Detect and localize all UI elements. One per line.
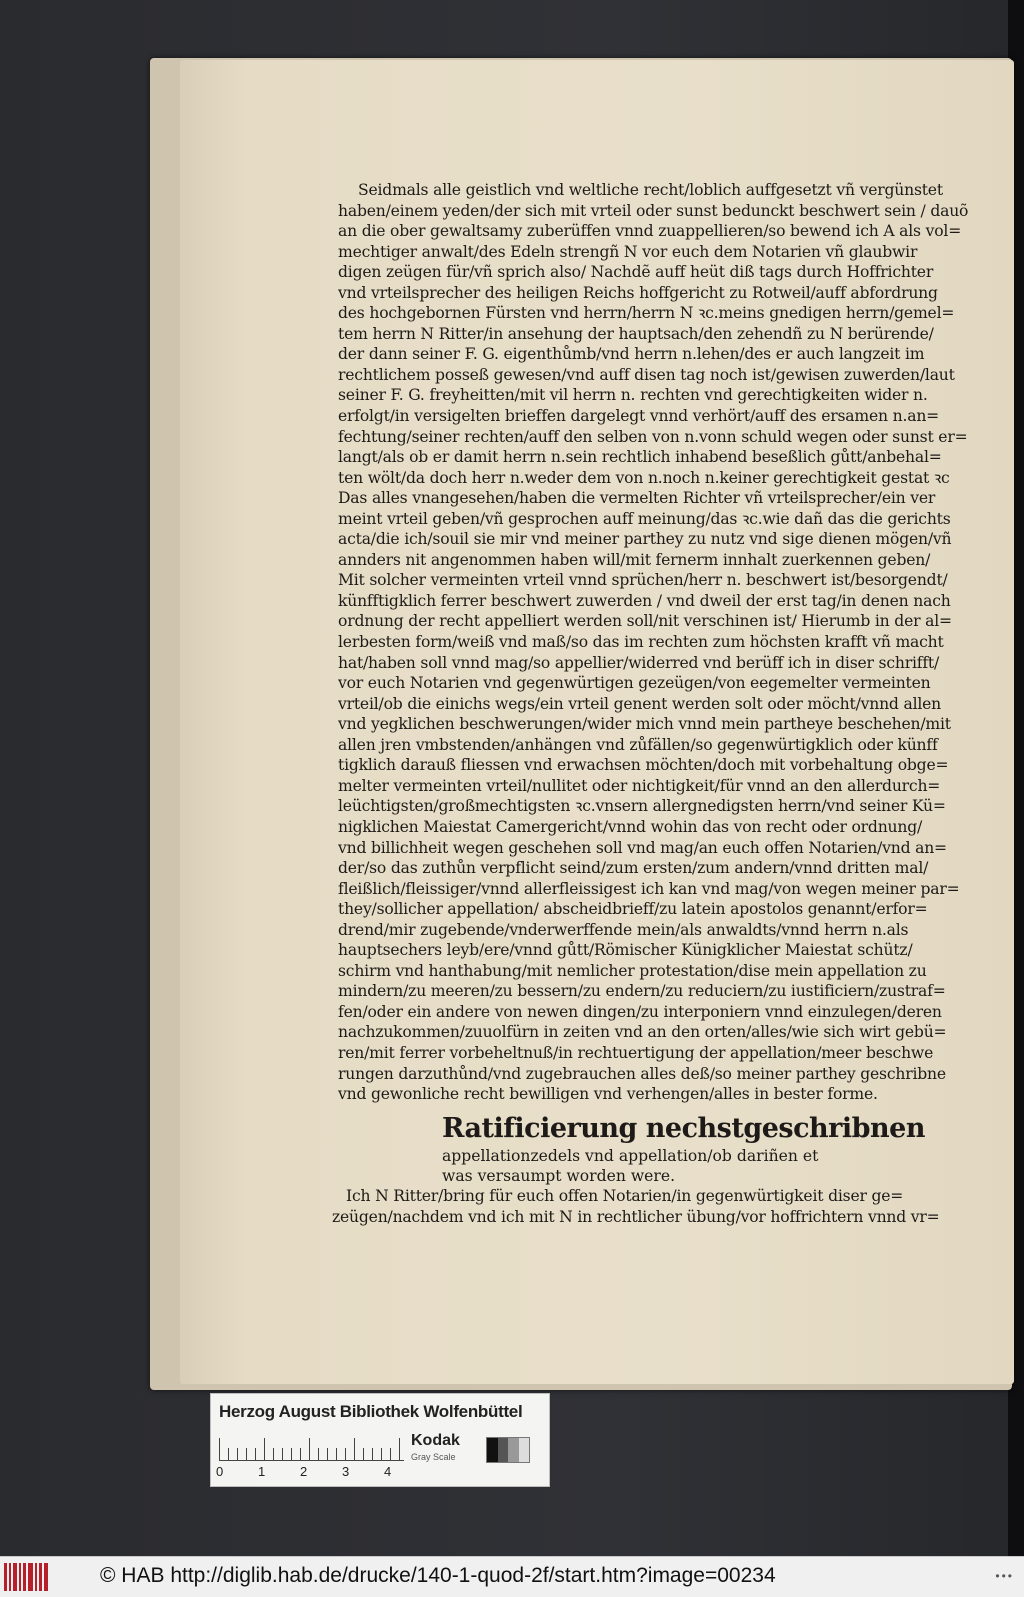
- text-line: ten wölt/da doch herr n.weder dem von n.noch n.keiner gerechtigkeit gestat ꝛc: [338, 468, 950, 487]
- heading-subline-1: appellationzedels vnd appellation/ob dariñen et: [442, 1147, 819, 1165]
- text-line: ren/mit ferrer vorbeheltnuß/in rechtuertigung der appellation/meer beschwe: [338, 1043, 934, 1062]
- ruler-tick: [264, 1438, 265, 1460]
- ruler-tick: [291, 1448, 292, 1460]
- scale-ruler: [219, 1434, 404, 1461]
- text-line: fechtung/seiner rechten/auff den selben von n.vonn schuld wegen oder sunst er=: [338, 427, 968, 446]
- section-heading-block: [442, 1112, 962, 1186]
- source-url-text[interactable]: © HAB http://diglib.hab.de/drucke/140-1-quod-2f/start.htm?image=00234: [100, 1564, 776, 1587]
- text-line: tigklich darauß fliessen vnd erwachsen möchten/doch mit vorbehaltung obge=: [338, 756, 949, 775]
- section-heading: Ratificierung nechstgeschribnen: [442, 1113, 925, 1144]
- ruler-tick: [381, 1448, 382, 1460]
- ruler-number: 0: [216, 1464, 224, 1479]
- text-line: an die ober gewaltsamy zuberüffen vnnd zuappellieren/so bewend ich A als vol=: [338, 222, 962, 241]
- text-line: langt/als ob er damit herrn n.sein rechtlich inhabend beseßlich gůtt/anbehal=: [338, 448, 942, 467]
- text-line: acta/die ich/souil sie mir vnd meiner parthey zu nutz vnd sige dienen mögen/vñ: [338, 530, 952, 549]
- ruler-tick: [219, 1438, 220, 1460]
- ruler-tick: [246, 1448, 247, 1460]
- text-line: Seidmals alle geistlich vnd weltliche recht/loblich auffgesetzt vñ vergünstet: [358, 181, 943, 199]
- text-line: leüchtigsten/großmechtigsten ꝛc.vnsern allergnedigsten herrn/vnd seiner Kü=: [338, 797, 946, 816]
- swatch-light: [519, 1438, 530, 1462]
- ruler-number: 2: [300, 1464, 308, 1479]
- text-line: mechtiger anwalt/des Edeln strengñ N vor euch dem Notarien vñ glaubwir: [338, 242, 918, 261]
- footer-bar: [0, 1556, 1024, 1597]
- ruler-tick: [372, 1448, 373, 1460]
- text-line: künfftigklich ferrer beschwert zuwerden / vnd dweil der erst tag/in denen nach: [338, 591, 951, 610]
- text-line: schirm vnd hanthabung/mit nemlicher protestation/dise mein appellation zu: [338, 961, 927, 980]
- text-line: melter vermeinten vrteil/nullitet oder nichtigkeit/für vnnd an den allerdurch=: [338, 776, 941, 795]
- ruler-tick: [237, 1448, 238, 1460]
- text-line: meint vrteil geben/vñ gesprochen auff meinung/das ꝛc.wie dañ das die gerichts: [338, 509, 951, 528]
- text-line: hat/haben soll vnnd mag/so appellier/widerred vnd berüff ich in diser schrifft/: [338, 653, 940, 672]
- ruler-tick: [255, 1448, 256, 1460]
- text-line: vnd vrteilsprecher des heiligen Reichs hoffgericht zu Rotweil/auff abfordrung: [338, 283, 938, 302]
- text-line: rechtlichem posseß gewesen/vnd auff disen tag noch ist/gewisen zuwerden/laut: [338, 365, 955, 384]
- text-line: they/sollicher appellation/ abscheidbrieff/zu latein apostolos genannt/erfor=: [338, 900, 928, 919]
- ruler-tick: [363, 1448, 364, 1460]
- text-line: vnd gewonliche recht bewilligen vnd verhengen/alles in bester forme.: [338, 1085, 878, 1104]
- ruler-tick: [345, 1448, 346, 1460]
- ruler-tick: [273, 1448, 274, 1460]
- text-line: digen zeügen für/vñ sprich also/ Nachdẽ auff heüt diß tags durch Hoffrichter: [338, 263, 934, 282]
- kodak-subtitle: Gray Scale: [411, 1452, 456, 1462]
- text-line: lerbesten form/weiß vnd maß/so das im rechten zum höchsten krafft vñ macht: [338, 633, 944, 652]
- text-line: allen jren vmbstenden/anhängen vnd zůfällen/so gegenwürtigklich oder künff: [338, 735, 938, 754]
- ruler-number: 3: [342, 1464, 350, 1479]
- ruler-tick: [318, 1448, 319, 1460]
- ruler-tick: [228, 1448, 229, 1460]
- text-line: haben/einem yeden/der sich mit vrteil oder sunst bedunckt beschwert sein / dauõ: [338, 201, 969, 220]
- hab-logo-icon[interactable]: [4, 1563, 48, 1591]
- text-line: vnd yegklichen beschwerungen/wider mich vnnd mein partheye beschehen/mit: [338, 715, 951, 734]
- text-line: der/so das zuthůn verpflicht seind/zum ersten/zum andern/vnnd dritten mal/: [338, 859, 929, 878]
- body-text: [338, 180, 986, 1105]
- ruler-tick: [327, 1448, 328, 1460]
- text-line: drend/mir zugebende/vnderwerffende mein/als anwaldts/vnnd herrn n.als: [338, 920, 909, 939]
- text-line: fleißlich/fleissiger/vnnd allerfleissigest ich kan vnd mag/von wegen meiner par=: [338, 879, 960, 898]
- kodak-logo-text: Kodak: [411, 1432, 460, 1449]
- text-line: des hochgebornen Fürsten vnd herrn/herrn N ꝛc.meins gnedigen herrn/gemel=: [338, 304, 955, 323]
- more-dots-icon[interactable]: •••: [995, 1569, 1014, 1583]
- text-line: hauptsechers leyb/ere/vnnd gůtt/Römischer Künigklicher Maiestat schütz/: [338, 941, 913, 960]
- swatch-mid: [508, 1438, 519, 1462]
- ruler-tick: [354, 1438, 355, 1460]
- tail-text: [332, 1186, 992, 1227]
- text-line: ordnung der recht appelliert werden soll/nit verschinen ist/ Hierumb in der al=: [338, 612, 952, 631]
- text-line: seiner F. G. freyheitten/mit vil herrn n. rechten vnd gerechtigkeiten wider n.: [338, 386, 928, 405]
- swatch-dark: [498, 1438, 509, 1462]
- text-line: vor euch Notarien vnd gegenwürtigen gezeügen/von eegemelter vermeinten: [338, 674, 931, 693]
- ruler-tick: [336, 1448, 337, 1460]
- ruler-number: 4: [384, 1464, 392, 1479]
- text-line: annders nit angenommen haben will/mit fernerm innhalt zuerkennen geben/: [338, 550, 931, 569]
- tail-line-2: zeügen/nachdem vnd ich mit N in rechtlicher übung/vor hoffrichtern vnnd vr=: [332, 1207, 940, 1226]
- text-line: rungen darzuthůnd/vnd zugebrauchen alles deß/so meiner parthey geschribne: [338, 1064, 946, 1083]
- text-line: der dann seiner F. G. eigenthůmb/vnd herrn n.lehen/des er auch langzeit im: [338, 345, 925, 364]
- text-line: erfolgt/in versigelten brieffen dargelegt vnnd verhört/auff des ersamen n.an=: [338, 407, 940, 426]
- library-color-card: [210, 1393, 550, 1487]
- ruler-tick: [300, 1448, 301, 1460]
- text-line: fen/oder ein andere von newen dingen/zu interponiern vnnd einzulegen/deren: [338, 1002, 942, 1021]
- ruler-tick: [399, 1438, 400, 1460]
- swatch-black: [487, 1438, 498, 1462]
- ruler-tick: [282, 1448, 283, 1460]
- card-title: Herzog August Bibliothek Wolfenbüttel: [219, 1402, 523, 1421]
- text-line: Das alles vnangesehen/haben die vermelten Richter vñ vrteilsprecher/ein ver: [338, 489, 936, 508]
- ruler-tick: [309, 1438, 310, 1460]
- text-line: vnd billichheit wegen geschehen soll vnd mag/an euch offen Notarien/vnd an=: [338, 838, 947, 857]
- text-line: tem herrn N Ritter/in ansehung der hauptsach/den zehendñ zu N berürende/: [338, 324, 934, 343]
- gray-scale-swatches: [486, 1437, 530, 1463]
- text-line: nigklichen Maiestat Camergericht/vnnd wohin das von recht oder ordnung/: [338, 817, 923, 836]
- text-line: nachzukommen/zuuolfürn in zeiten vnd an den orten/alles/wie sich wirt gebü=: [338, 1023, 947, 1042]
- ruler-tick: [390, 1448, 391, 1460]
- heading-subline-2: was versaumpt worden were.: [442, 1167, 676, 1185]
- ruler-number: 1: [258, 1464, 266, 1479]
- tail-line-1: Ich N Ritter/bring für euch offen Notarien/in gegenwürtigkeit diser ge=: [346, 1187, 904, 1205]
- text-line: vrteil/ob die einichs wegs/ein vrteil genent werden solt oder möcht/vnnd allen: [338, 694, 942, 713]
- text-line: Mit solcher vermeinten vrteil vnnd sprüchen/herr n. beschwert ist/besorgendt/: [338, 571, 948, 590]
- text-line: mindern/zu meeren/zu bessern/zu endern/zu reduciern/zu iustificiern/zustraf=: [338, 982, 946, 1001]
